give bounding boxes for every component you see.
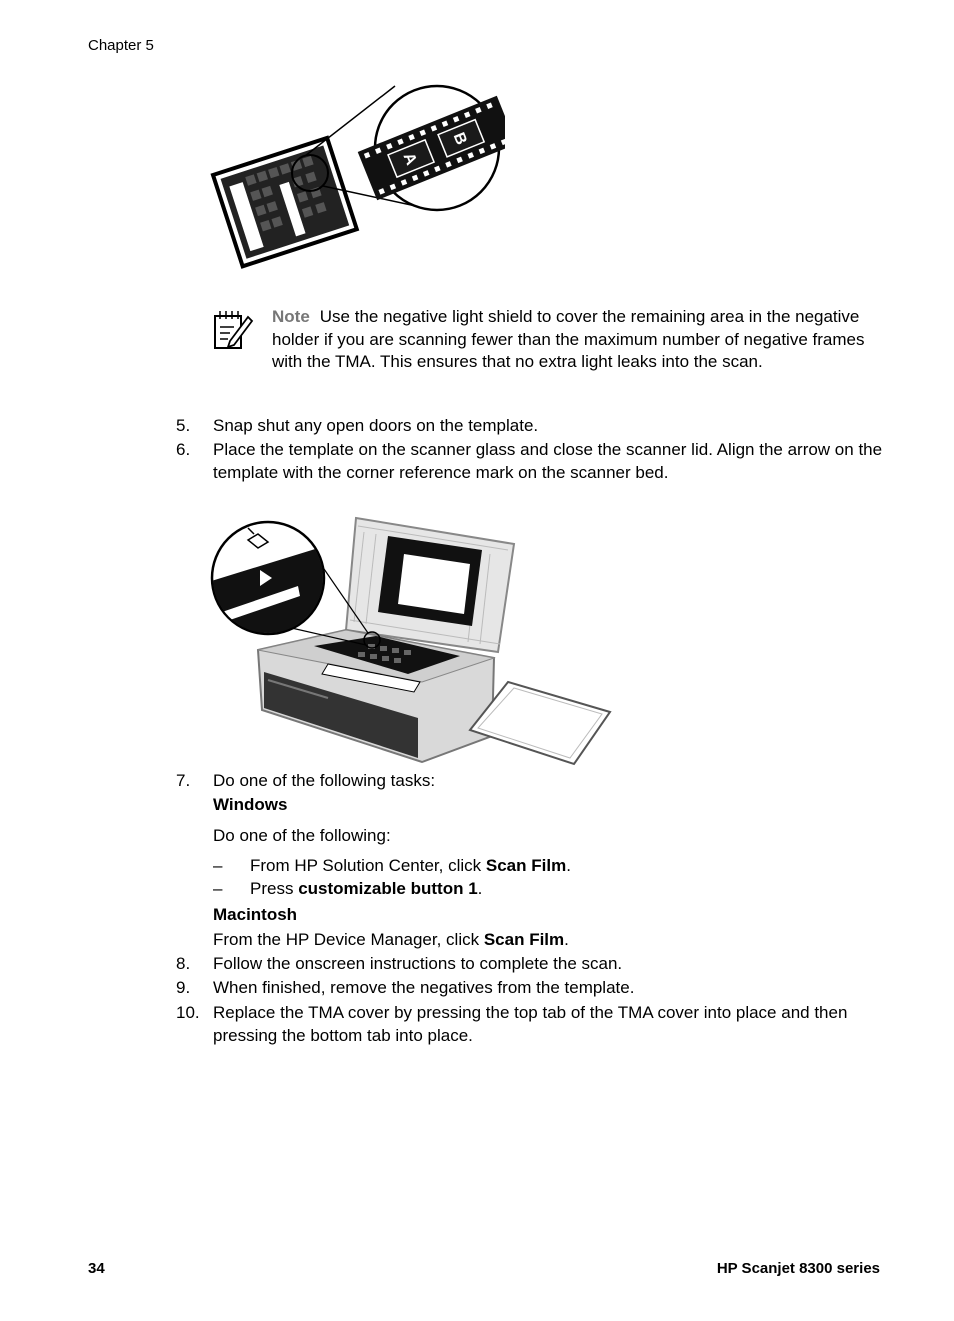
- option-punct: .: [564, 930, 569, 949]
- step-text: Place the template on the scanner glass and close the scanner lid. Align the arrow on the template with the corner reference mark on the scanner bed.: [213, 440, 883, 482]
- macintosh-heading: Macintosh: [213, 905, 298, 924]
- step-number: 10.: [176, 1003, 200, 1022]
- option-text: From HP Solution Center, click: [250, 856, 486, 875]
- option-text: Press: [250, 879, 299, 898]
- note-text-block: [272, 306, 887, 374]
- scanner-template-figure: [208, 512, 618, 767]
- bullet-dash: –: [213, 879, 223, 898]
- customizable-button-label: customizable button 1: [298, 879, 478, 898]
- scan-film-label: Scan Film: [485, 856, 567, 875]
- scan-film-label: Scan Film: [483, 930, 565, 949]
- negative-template-figure: [205, 80, 505, 275]
- windows-option-button: [250, 877, 482, 900]
- step-text: Follow the onscreen instructions to complete the scan.: [213, 954, 623, 973]
- step-number: 8.: [176, 954, 191, 973]
- step-text: When finished, remove the negatives from the template.: [213, 978, 635, 997]
- step-number: 6.: [176, 440, 191, 459]
- macintosh-instruction: [213, 928, 893, 951]
- notepad-pencil-icon: [212, 307, 254, 351]
- step-text: Do one of the following tasks:: [213, 771, 436, 790]
- chapter-header: Chapter 5: [88, 37, 154, 54]
- option-punct: .: [477, 879, 483, 898]
- windows-option-solution-center: [250, 854, 571, 877]
- option-text: From the HP Device Manager, click: [213, 930, 484, 949]
- page-number: 34: [88, 1260, 105, 1277]
- note-label: Note: [272, 307, 310, 326]
- step-number: 5.: [176, 416, 191, 435]
- windows-heading: Windows: [213, 795, 288, 814]
- step-text: Snap shut any open doors on the template.: [213, 416, 539, 435]
- step-number: 9.: [176, 978, 191, 997]
- film-frame-label: B: [449, 130, 470, 148]
- bullet-dash: –: [213, 856, 223, 875]
- option-punct: .: [566, 856, 571, 875]
- step-text: Replace the TMA cover by pressing the top tab of the TMA cover into place and then pressing the bottom tab into place.: [213, 1003, 848, 1045]
- step-number: 7.: [176, 771, 191, 790]
- windows-intro: Do one of the following:: [213, 826, 391, 845]
- film-frame-label: A: [399, 150, 420, 168]
- product-name: HP Scanjet 8300 series: [716, 1260, 880, 1277]
- note-body: Use the negative light shield to cover the remaining area in the negative holder if you are scanning fewer than the maximum number of negative frames with the TMA. This ensures that no extra light leaks into the scan.: [272, 307, 865, 371]
